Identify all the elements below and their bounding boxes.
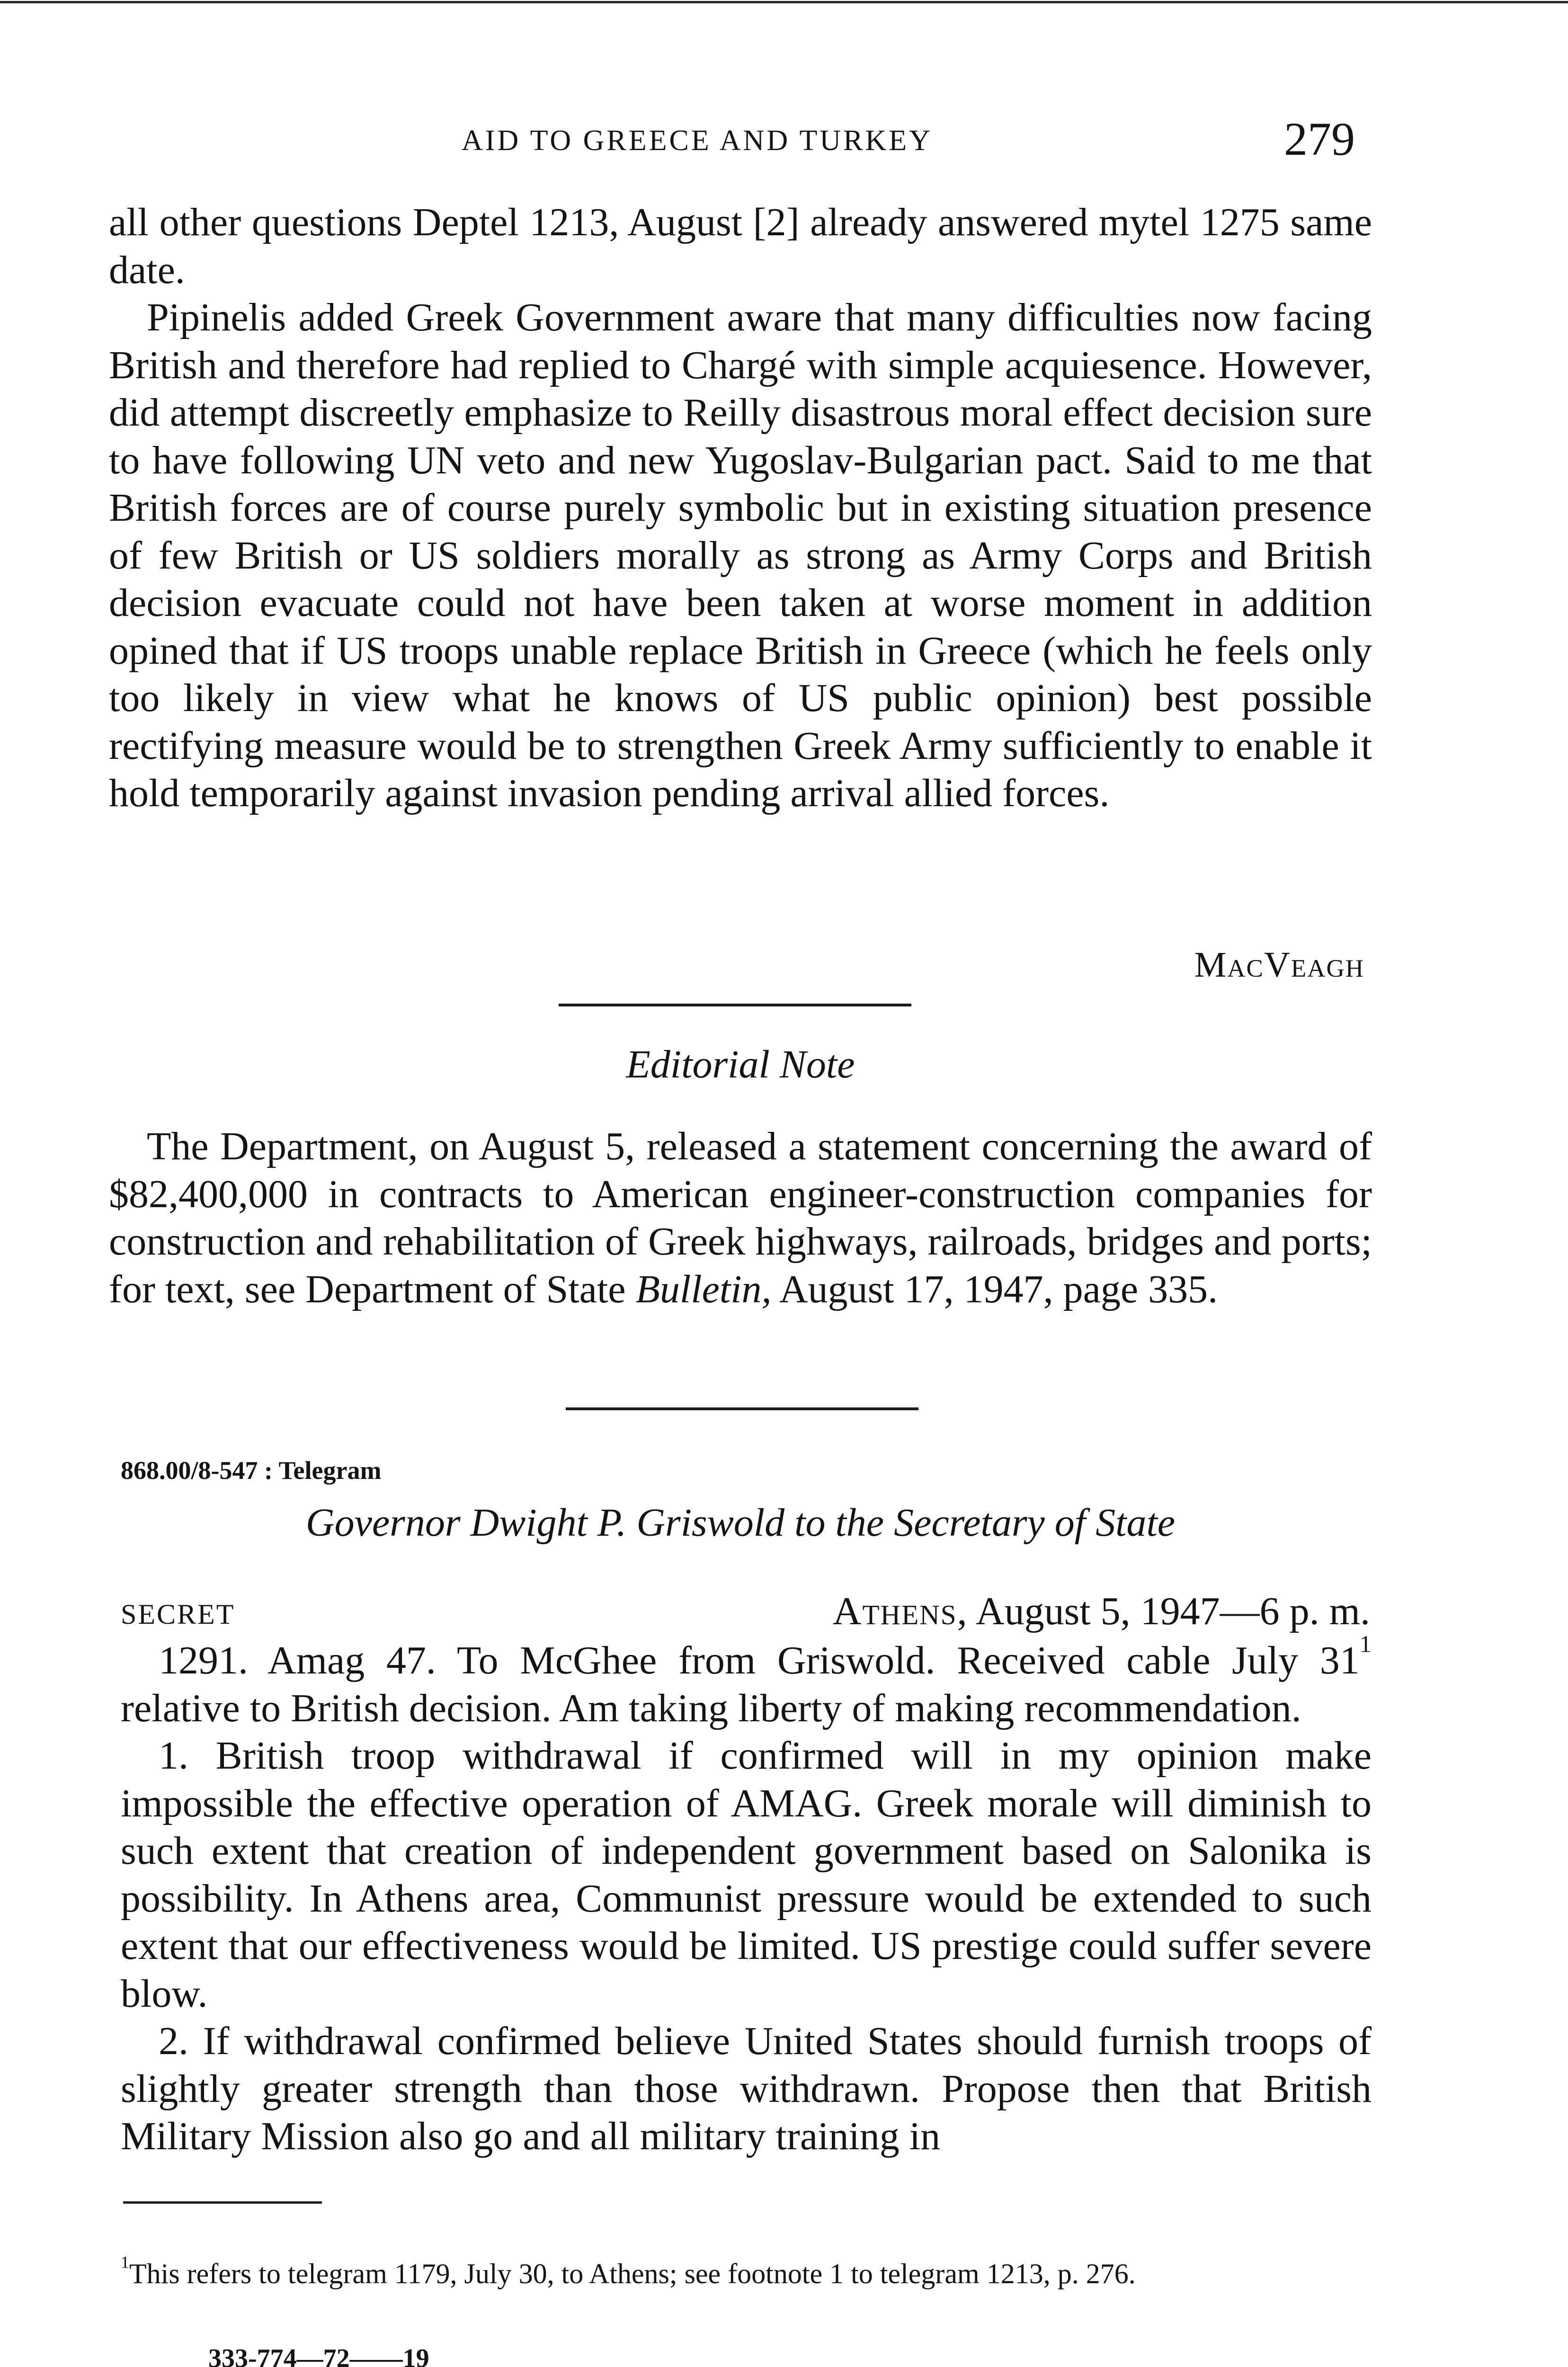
dateline-place: Athens, [832, 1589, 968, 1633]
doc2-paragraph-3: 2. If withdrawal confirmed believe United States should furnish troops of slightly greater strength than those withdrawn. Propose then that British Military Mission also go and all military training in [121, 2019, 1372, 2158]
doc2-body [121, 1630, 1372, 2161]
page-number: 279 [1284, 113, 1355, 165]
running-head: AID TO GREECE AND TURKEY [462, 125, 933, 157]
dateline-date: August 5, 1947—6 p. m. [968, 1589, 1370, 1633]
doc2-paragraph-2: 1. British troop withdrawal if confirmed will in my opinion make impossible the effective operation of AMAG. Greek morale will diminish to such extent that creation of independent government based on Salonika is possibility. In Athens area, Communist pressure would be extended to such extent that our effectiveness would be limited. US prestige could suffer severe blow. [121, 1734, 1372, 2016]
file-number: 868.00/8-547 : Telegram [121, 1456, 382, 1485]
footnote-text: This refers to telegram 1179, July 30, to Athens; see footnote 1 to telegram 1213, p. 276. [129, 2258, 1136, 2289]
doc2-paragraph-1: 1291. Amag 47. To McGhee from Griswold. Received cable July $31^1$ relative to British decision. Am taking liberty of making recommendation. [121, 1630, 1372, 1730]
section-divider-2 [566, 1407, 918, 1410]
footnote-ref-1[interactable]: 1 [1359, 1630, 1372, 1657]
editorial-note-body [109, 1123, 1372, 1313]
bulletin-title: Bulletin, [635, 1267, 772, 1311]
editorial-note-heading: Editorial Note [626, 1042, 855, 1086]
print-code: 333-774—72——19 [208, 2344, 429, 2367]
doc1-paragraph-2: Pipinelis added Greek Government aware that many difficulties now facing British and therefore had replied to Chargé with simple acquiesence. However, did attempt discreetly emphasize to Reilly disastrous moral effect decision sure to have following UN veto and new Yugoslav-Bulgarian pact. Said to me that British forces are of course purely symbolic but in existing situation presence of few British or US soldiers morally as strong as Army Corps and British decision evacuate could not have been taken at worse moment in addition opined that if US troops unable replace British in Greece (which he feels only too likely in view what he knows of US public opinion) best possible rectifying measure would be to strengthen Greek Army sufficiently to enable it hold temporarily against invasion pending arrival allied forces. [109, 295, 1372, 815]
section-divider-1 [559, 1004, 911, 1006]
doc1-body [109, 199, 1372, 818]
classification: SECRET [121, 1599, 235, 1630]
footnote-rule [123, 2201, 322, 2204]
footnote-marker: 1 [121, 2252, 129, 2272]
footnote-1 [121, 2252, 1371, 2291]
signature-macveagh: MacVeagh [1194, 945, 1364, 985]
editorial-note-text: The Department, on August 5, released a statement concerning the award of $82,400,000 in contracts to American engineer-construction companies for construction and rehabilitation of Greek highways, railroads, bridges and ports; for text, see Department of State Bulletin, August 17, 1947, page 335. [109, 1124, 1372, 1311]
document-title: Governor Dwight P. Griswold to the Secretary of State [305, 1501, 1176, 1545]
dateline [833, 1588, 1370, 1634]
top-edge-rule [0, 1, 1568, 3]
doc1-paragraph-1: all other questions Deptel 1213, August [2] already answered mytel 1275 same date. [109, 200, 1372, 292]
